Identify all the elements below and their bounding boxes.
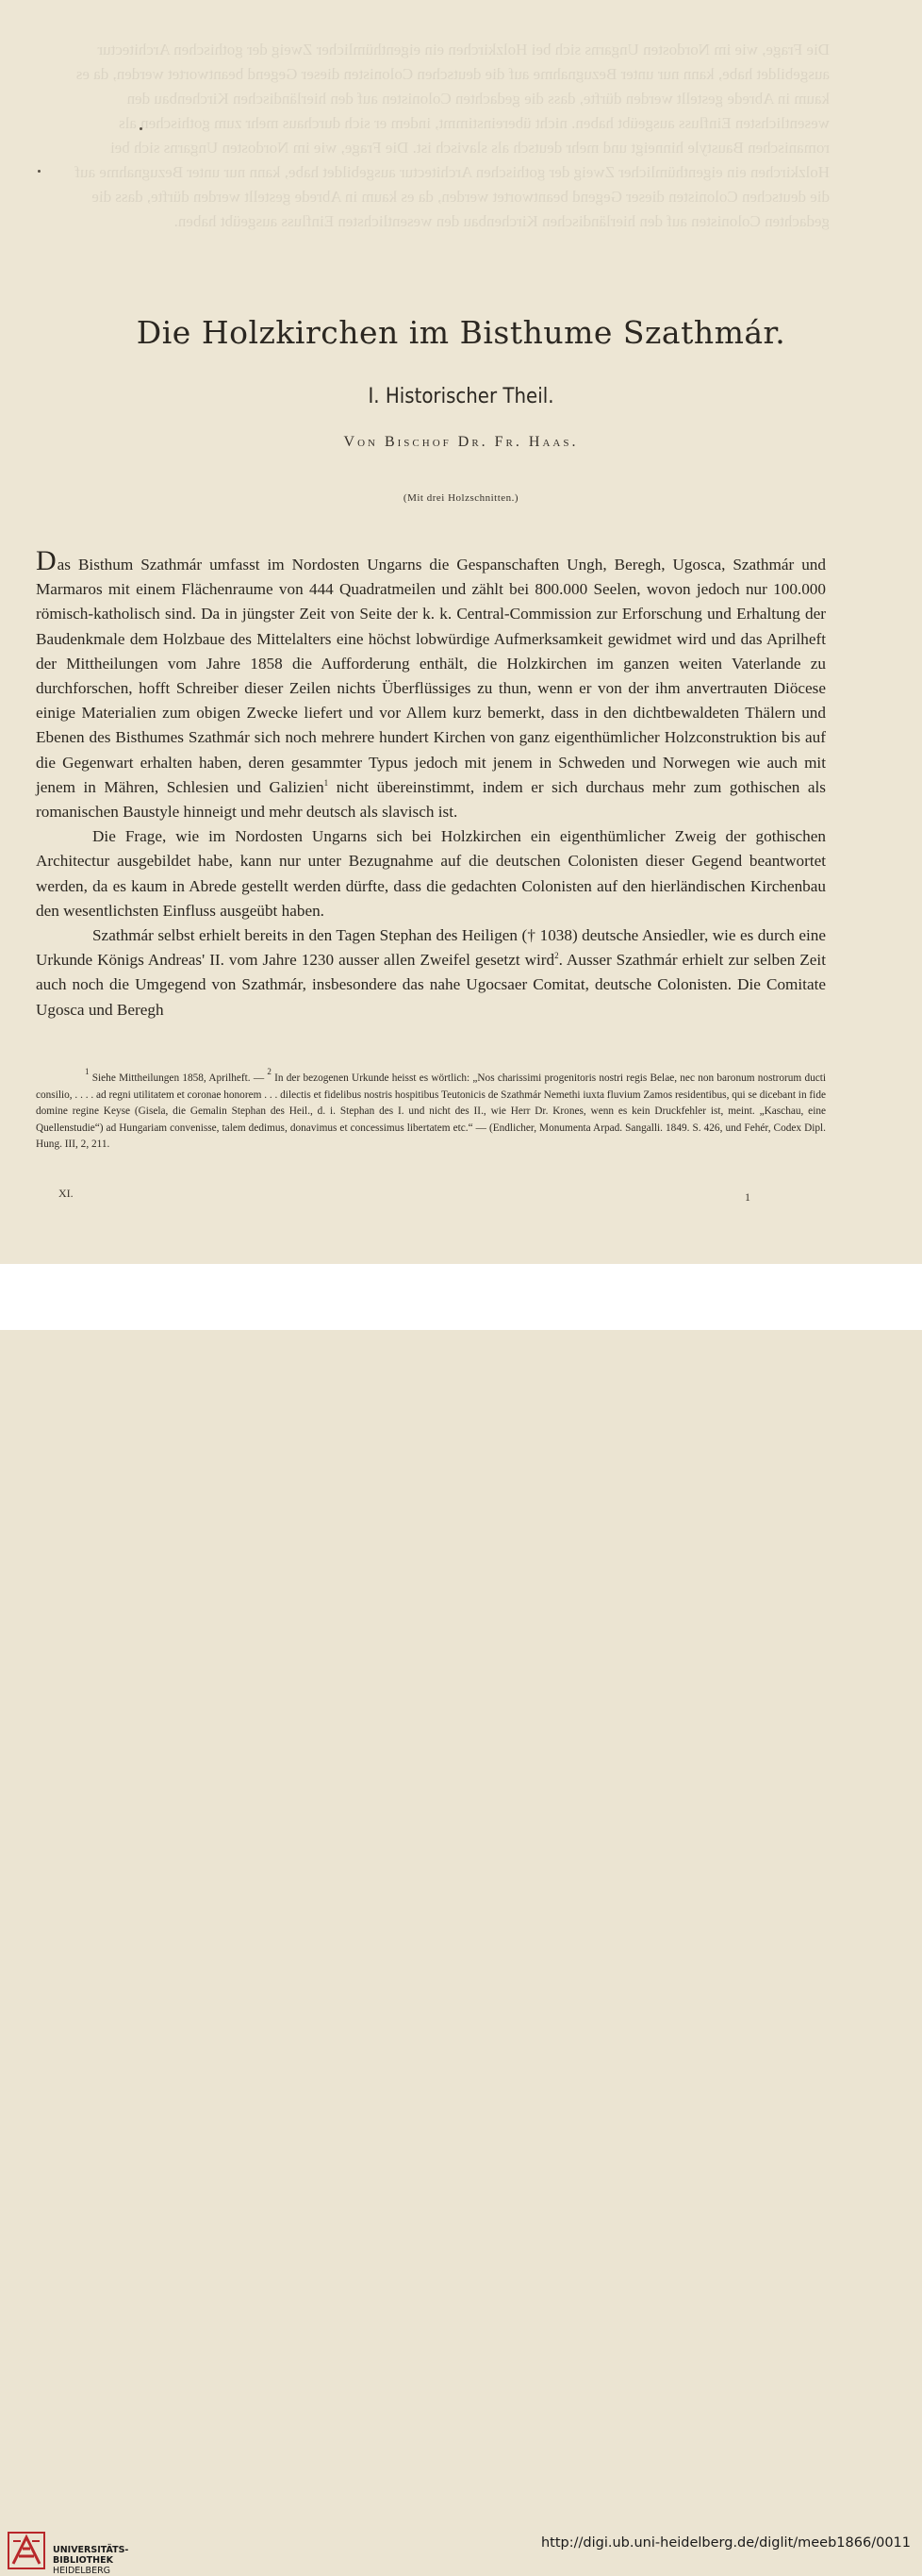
library-name-line: HEIDELBERG: [53, 2566, 111, 2576]
paragraph-text: as Bisthum Szathmár umfasst im Nordosten Ungarns die Gespanschaften Ungh, Beregh, Ugosca, Szathmár und Marmaros mit einem Flächenraume von 444 Quadratmeilen und zählt bei 800.000 Seelen, wovon jedoch nur 100.000 römisch-katholisch sind. Da in jüngster Zeit von Seite der k. k. Central-Commission zur Erforschung und Erhaltung der Baudenkmale dem Holzbaue des Mittelalters eine höchst lobwürdige Aufmerksamkeit gewidmet wird und das Aprilheft der Mittheilungen vom Jahre 1858 die Aufforderung enthält, die Holzkirchen im ganzen weiten Vaterlande zu durchforschen, hofft Schreiber dieser Zeilen nichts Überflüssiges zu thun, wenn er von der ihm anvertrauten Diöcese einige Materialien zum obigen Zwecke liefert und vor Allem kurz bemerkt, dass in den dichtbewaldeten Thälern und Ebenen des Bisthumes Szathmár sich noch mehrere hundert Kirchen von ganz eigenthümlicher Holzconstruktion bis auf die Gegenwart erhalten haben, deren gesammter Typus jedoch mit jenem in Schweden und Norwegen wie auch mit jenem in Mähren, Schlesien und Galizien: [36, 556, 826, 796]
illustrations-note: (Mit drei Holzschnitten.): [403, 492, 519, 504]
footnotes: [36, 1067, 827, 1154]
speck: [140, 127, 142, 130]
footnote: [36, 1067, 827, 1154]
footnote-text: Siehe Mittheilungen 1858, Aprilheft. —: [91, 1072, 265, 1084]
page-number: 1: [745, 1190, 750, 1204]
paragraph-text: . Ausser Szathmár erhielt zur selben Zeit auch noch die Umgegend von Szathmár, insbesondere das nahe Ugocsaer Comitat, deutsche Colonisten. Die Comitate Ugosca und Beregh: [36, 951, 826, 1019]
paragraph-2: [36, 824, 826, 923]
bleed-through-text: Die Frage, wie im Nordosten Ungarns sich bei Holzkirchen ein eigenthümlicher Zweig der gothischen Architectur ausgebildet habe, kann nur unter Bezugnahme auf die deutschen Colonisten dieser Gegend beantwortet werden, da es kaum in Abrede gestellt werden dürfte, dass die gedachten Colonisten auf den hierländischen Kirchenbau den wesentlichsten Einfluss ausgeübt haben. nicht übereinstimmt, indem er sich durchaus mehr zum gothischen als romanischen Baustyle hinneigt und mehr deutsch als slavisch ist. Die Frage, wie im Nordosten Ungarns sich bei Holzkirchen ein eigenthümlicher Zweig der gothischen Architectur ausgebildet habe, kann nur unter Bezugnahme auf die deutschen Colonisten dieser Gegend beantwortet werden, da es kaum in Abrede gestellt werden dürfte, dass die gedachten Colonisten auf den hierländischen Kirchenbau den wesentlichsten Einfluss ausgeübt haben.: [74, 41, 830, 230]
library-name-line: UNIVERSITÄTS-: [53, 2545, 129, 2555]
scanned-page: [0, 0, 922, 1264]
library-footer: [0, 1264, 922, 2576]
author-line: Von Bischof Dr. Fr. Haas.: [343, 434, 579, 450]
section-heading: I. Historischer Theil.: [368, 385, 554, 408]
footnote-marker: 1: [85, 1067, 90, 1076]
article-title: Die Holzkirchen im Bisthume Szathmár.: [136, 314, 786, 351]
footnote-ref[interactable]: 1: [323, 777, 329, 788]
paragraph-1: [36, 545, 826, 824]
source-url-link[interactable]: http://digi.ub.uni-heidelberg.de/diglit/meeb1866/0011: [540, 2535, 911, 2551]
drop-cap: D: [36, 545, 57, 576]
footnote-marker: 2: [267, 1067, 272, 1076]
paragraph-text: Szathmár selbst erhielt bereits in den Tagen Stephan des Heiligen († 1038) deutsche Ansiedler, wie es durch eine Urkunde Königs Andreas' II. vom Jahre 1230 ausser allen Zweifel gesetzt wird: [36, 926, 826, 970]
paragraph-text: nicht übereinstimmt, indem er sich durchaus mehr zum gothischen als romanischen Baustyle hinneigt und mehr deutsch als slavisch ist.: [36, 777, 826, 822]
paragraph-text: Die Frage, wie im Nordosten Ungarns sich bei Holzkirchen ein eigenthümlicher Zweig der gothischen Architectur ausgebildet habe, kann nur unter Bezugnahme auf die deutschen Colonisten dieser Gegend beantwortet werden, da es kaum in Abrede gestellt werden dürfte, dass die gedachten Colonisten auf den hierländischen Kirchenbau den wesentlichsten Einfluss ausgeübt haben.: [36, 827, 826, 920]
library-name: [53, 2545, 128, 2576]
library-name-line: BIBLIOTHEK: [53, 2555, 113, 2566]
signature-mark: XI.: [58, 1187, 74, 1200]
library-logo-icon: [8, 2532, 45, 2569]
footnote-text: In der bezogenen Urkunde heisst es wörtlich: „Nos charissimi progenitoris nostri regis Belae, nec non baronum nostrorum ducti consilio, . . . . ad regni utilitatem et coronae honorem . . . dilectis et fidelibus nostris hospitibus Teutonicis de Szathmár Nemethi iuxta fluvium Zamos residentibus, qui se dicebant in fide domine regine Keyse (Gisela, die Gemalin Stephan des Heil., d. i. Stephan des I. und nicht des II., wie Herr Dr. Krones, wenn es kein Druckfehler ist, meint. „Kaschau, eine Quellenstudie“) ad Hungariam convenisse, talem dedimus, donavimus et concessimus libertatem etc.“ — (Endlicher, Monumenta Arpad. Sangalli. 1849. S. 426, und Fehér, Codex Dipl. Hung. III, 2, 211.: [36, 1072, 827, 1151]
paragraph-3: [36, 923, 826, 1022]
speck: [38, 170, 41, 173]
article-body: [36, 545, 826, 1022]
footnote-ref[interactable]: 2: [554, 951, 559, 961]
